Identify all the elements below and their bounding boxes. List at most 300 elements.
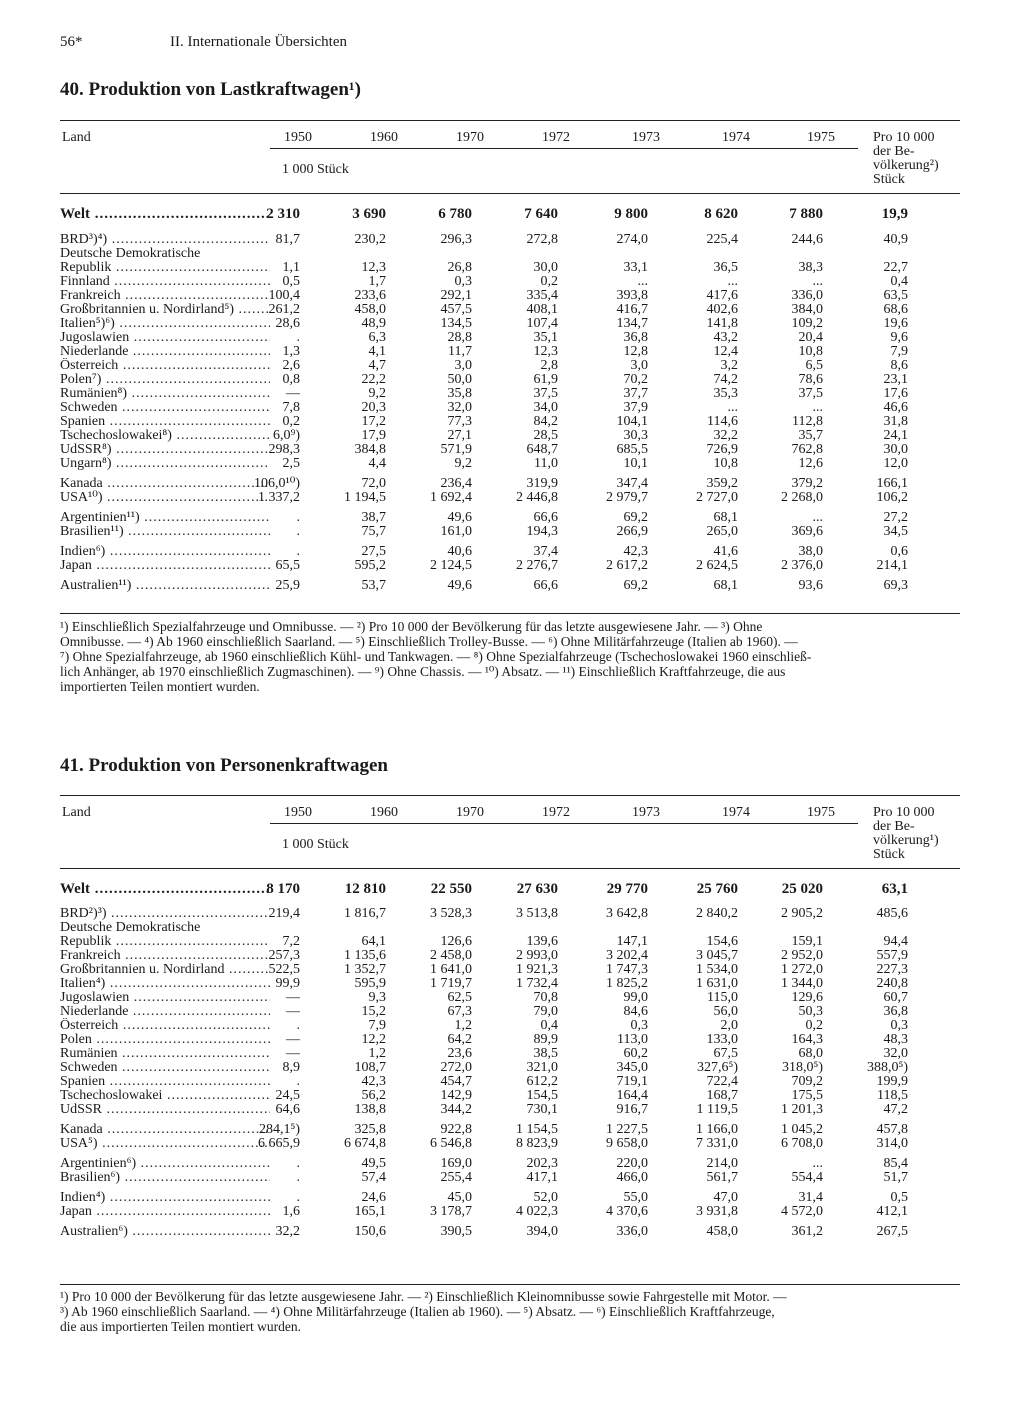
cell-value: 17,2 (361, 414, 386, 429)
cell-value: 1,1 (282, 260, 300, 275)
table-row (60, 358, 960, 373)
cell-value: 19,9 (881, 206, 908, 222)
cell-value: 485,6 (876, 906, 908, 921)
row-label: Kanada ..... (60, 476, 270, 491)
cell-value: 118,5 (877, 1088, 908, 1103)
cell-value: 22,7 (883, 260, 908, 275)
cell-value: 1 119,5 (696, 1102, 738, 1117)
cell-value: 2 124,5 (430, 558, 472, 573)
cell-value: 168,7 (706, 1088, 738, 1103)
cell-value: 32,0 (447, 400, 472, 415)
cell-value: 648,7 (526, 442, 558, 457)
cell-value: 2,6 (282, 358, 300, 373)
cell-value: ... (812, 274, 823, 289)
cell-value: 32,2 (275, 1224, 300, 1239)
cell-value: 3,0 (454, 358, 472, 373)
table41-unit: 1 000 Stück (282, 837, 349, 852)
cell-value: 115,0 (707, 990, 738, 1005)
cell-value: 266,9 (616, 524, 648, 539)
row-label: BRD³)⁴) ..... (60, 232, 270, 247)
cell-value: 12 810 (344, 881, 386, 897)
cell-value: 28,5 (533, 428, 558, 443)
section-title: II. Internationale Übersichten (170, 34, 348, 50)
table-row (60, 288, 960, 303)
cell-value: 32,2 (713, 428, 738, 443)
cell-value: 709,2 (791, 1074, 823, 1089)
cell-value: 41,6 (713, 544, 738, 559)
cell-value: — (286, 1032, 300, 1047)
cell-value: 379,2 (791, 476, 823, 491)
cell-value: 64,2 (447, 1032, 472, 1047)
table-row (60, 962, 960, 977)
table41-col-year: 1960 (370, 805, 398, 820)
row-label: Argentinien¹¹) ..... (60, 510, 270, 525)
cell-value: 126,6 (440, 934, 472, 949)
row-label: Spanien ..... (60, 1074, 270, 1089)
cell-value: 25 760 (696, 881, 738, 897)
cell-value: 219,4 (268, 906, 300, 921)
row-label: BRD²)³) ..... (60, 906, 270, 921)
cell-value: 133,0 (706, 1032, 738, 1047)
cell-value: 336,0 (791, 288, 823, 303)
cell-value: 2 276,7 (516, 558, 558, 573)
table-row (60, 1156, 960, 1171)
row-label: Japan ..... (60, 1204, 270, 1219)
cell-value: 67,5 (713, 1046, 738, 1061)
row-label: Schweden ..... (60, 400, 270, 415)
table40-col-year: 1975 (807, 130, 835, 145)
cell-value: 244,6 (791, 232, 823, 247)
table41-col-year: 1974 (722, 805, 750, 820)
cell-value: 1,6 (282, 1204, 300, 1219)
cell-value: 27,5 (361, 544, 386, 559)
table41-col-year: 1950 (284, 805, 312, 820)
footnote-line: ¹) Pro 10 000 der Bevölkerung für das letzte ausgewiesene Jahr. — ²) Einschließlich Kleinomnibusse sowie Fahrgestelle mit Motor. — (60, 1289, 787, 1304)
cell-value: 7 331,0 (696, 1136, 738, 1151)
cell-value: 7,9 (368, 1018, 386, 1033)
cell-value: 51,7 (883, 1170, 908, 1185)
cell-value: 78,6 (798, 372, 823, 387)
table-row (60, 1046, 960, 1061)
cell-value: 84,2 (533, 414, 558, 429)
row-label: Republik ..... (60, 934, 270, 949)
cell-value: 89,9 (533, 1032, 558, 1047)
table40-col-year: 1950 (284, 130, 312, 145)
table-row (60, 1004, 960, 1019)
cell-value: 2,5 (282, 456, 300, 471)
table40-title: 40. Produktion von Lastkraftwagen¹) (60, 79, 361, 100)
cell-value: — (286, 990, 300, 1005)
cell-value: 922,8 (440, 1122, 472, 1137)
cell-value: 726,9 (706, 442, 738, 457)
cell-value: 48,3 (883, 1032, 908, 1047)
cell-value: 1,7 (368, 274, 386, 289)
cell-value: 7 640 (524, 206, 558, 222)
cell-value: 1 194,5 (344, 490, 386, 505)
cell-value: 53,7 (361, 578, 386, 593)
cell-value: 48,9 (361, 316, 386, 331)
cell-value: 2 727,0 (696, 490, 738, 505)
table41-title: 41. Produktion von Personenkraftwagen (60, 755, 388, 776)
cell-value: 10,8 (713, 456, 738, 471)
table-row (60, 1190, 960, 1205)
cell-value: 8 620 (704, 206, 738, 222)
table-row (60, 544, 960, 559)
table-row (60, 1018, 960, 1033)
table40-per-label: Pro 10 000 (873, 130, 935, 145)
table-row (60, 428, 960, 443)
cell-value: 257,3 (268, 948, 300, 963)
footnote-line: lich Anhänger, ab 1970 einschließlich Zugmaschinen). — ⁹) Ohne Chassis. — ¹⁰) Absatz. — ¹¹) Einschließlich Kraftfahrzeuge, die aus (60, 664, 786, 679)
cell-value: 762,8 (791, 442, 823, 457)
cell-value: 1 692,4 (430, 490, 472, 505)
footnote-line: ³) Ab 1960 einschließlich Saarland. — ⁴) Ohne Militärfahrzeuge (Italien ab 1960). — ⁵) Absatz. — ⁶) Einschließlich Kraftfahrzeuge, (60, 1304, 775, 1319)
cell-value: ... (812, 400, 823, 415)
table41-col-year: 1975 (807, 805, 835, 820)
cell-value: 458,0 (706, 1224, 738, 1239)
cell-value: 9 800 (614, 206, 648, 222)
cell-value: 458,0 (354, 302, 386, 317)
cell-value: 1 227,5 (606, 1122, 648, 1137)
cell-value: 113,0 (617, 1032, 648, 1047)
cell-value: 12,2 (361, 1032, 386, 1047)
cell-value: 12,8 (623, 344, 648, 359)
cell-value: 12,3 (533, 344, 558, 359)
cell-value: 3,2 (720, 358, 738, 373)
cell-value: 9,2 (368, 386, 386, 401)
cell-value: 29 770 (606, 881, 648, 897)
table41-col-year: 1973 (632, 805, 660, 820)
cell-value: 175,5 (791, 1088, 823, 1103)
cell-value: 139,6 (526, 934, 558, 949)
cell-value: 159,1 (791, 934, 823, 949)
row-label: Kanada ..... (60, 1122, 270, 1137)
cell-value: 114,6 (707, 414, 738, 429)
cell-value: 274,0 (616, 232, 648, 247)
row-label: USA¹⁰) ..... (60, 490, 270, 505)
table-row (60, 442, 960, 457)
cell-value: 4 370,6 (606, 1204, 648, 1219)
cell-value: 31,4 (798, 1190, 823, 1205)
cell-value: 99,9 (275, 976, 300, 991)
cell-value: 2 952,0 (781, 948, 823, 963)
cell-value: 26,8 (447, 260, 472, 275)
table-row (60, 1224, 960, 1239)
cell-value: 24,6 (361, 1190, 386, 1205)
row-label: Jugoslawien ..... (60, 330, 270, 345)
table41-per-label: Stück (873, 847, 905, 862)
cell-value: 99,0 (623, 990, 648, 1005)
cell-value: 0,3 (890, 1018, 908, 1033)
table40-bottom-rule (60, 613, 960, 614)
cell-value: 134,5 (440, 316, 472, 331)
cell-value: 265,0 (706, 524, 738, 539)
table41-header-rule (60, 868, 960, 869)
row-label: Frankreich ..... (60, 948, 270, 963)
cell-value: 9,2 (454, 456, 472, 471)
row-label: Finnland ..... (60, 274, 270, 289)
cell-value: 1 534,0 (696, 962, 738, 977)
cell-value: 6 665,9 (258, 1136, 300, 1151)
cell-value: 38,5 (533, 1046, 558, 1061)
page-header (60, 34, 347, 51)
row-label: Deutsche Demokratische (60, 920, 201, 935)
footnote-line: ¹) Einschließlich Spezialfahrzeuge und Omnibusse. — ²) Pro 10 000 der Bevölkerung für das letzte ausgewiesene Jahr. — ³) Ohne (60, 619, 763, 634)
cell-value: 595,9 (354, 976, 386, 991)
cell-value: 412,1 (876, 1204, 908, 1219)
cell-value: 12,0 (883, 456, 908, 471)
cell-value: 2 979,7 (606, 490, 648, 505)
cell-value: 154,5 (526, 1088, 558, 1103)
cell-value: 8 823,9 (516, 1136, 558, 1151)
cell-value: 69,3 (883, 578, 908, 593)
cell-value: 0,2 (540, 274, 558, 289)
cell-value: 108,7 (354, 1060, 386, 1075)
cell-value: 1 732,4 (516, 976, 558, 991)
cell-value: 49,5 (361, 1156, 386, 1171)
cell-value: 390,5 (440, 1224, 472, 1239)
cell-value: 335,4 (526, 288, 558, 303)
cell-value: 30,0 (883, 442, 908, 457)
cell-value: 220,0 (616, 1156, 648, 1171)
cell-value: 50,0 (447, 372, 472, 387)
cell-value: 1 045,2 (781, 1122, 823, 1137)
cell-value: 15,2 (361, 1004, 386, 1019)
cell-value: 6 780 (438, 206, 472, 222)
cell-value: 561,7 (706, 1170, 738, 1185)
cell-value: 214,1 (876, 558, 908, 573)
table-row (60, 1032, 960, 1047)
cell-value: 40,9 (883, 232, 908, 247)
table-row (60, 274, 960, 289)
cell-value: 42,3 (361, 1074, 386, 1089)
cell-value: 34,5 (883, 524, 908, 539)
table40-unit: 1 000 Stück (282, 162, 349, 177)
table-row (60, 1170, 960, 1185)
table41-per-label: Pro 10 000 (873, 805, 935, 820)
cell-value: 369,6 (791, 524, 823, 539)
cell-value: 20,3 (361, 400, 386, 415)
cell-value: 8,6 (890, 358, 908, 373)
cell-value: 74,2 (713, 372, 738, 387)
cell-value: 571,9 (440, 442, 472, 457)
cell-value: 38,7 (361, 510, 386, 525)
table-row (60, 934, 960, 949)
table41-per-label: der Be- (873, 819, 915, 834)
cell-value: 112,8 (792, 414, 823, 429)
table40-col-year: 1970 (456, 130, 484, 145)
cell-value: 22 550 (430, 881, 472, 897)
table-row (60, 1088, 960, 1103)
cell-value: 267,5 (876, 1224, 908, 1239)
cell-value: 361,2 (791, 1224, 823, 1239)
cell-value: 214,0 (706, 1156, 738, 1171)
cell-value: 261,2 (268, 302, 300, 317)
table40-col-year: 1972 (542, 130, 570, 145)
cell-value: 64,1 (361, 934, 386, 949)
cell-value: 27 630 (516, 881, 558, 897)
row-label: UdSSR ..... (60, 1102, 270, 1117)
cell-value: 165,1 (354, 1204, 386, 1219)
row-label: Italien⁴) ..... (60, 976, 270, 991)
cell-value: 417,1 (526, 1170, 558, 1185)
cell-value: 457,5 (440, 302, 472, 317)
cell-value: 49,6 (447, 510, 472, 525)
table-row (60, 1060, 960, 1075)
table-row (60, 906, 960, 921)
cell-value: 7,9 (890, 344, 908, 359)
cell-value: 4,4 (368, 456, 386, 471)
cell-value: . (296, 330, 300, 345)
cell-value: 33,1 (623, 260, 648, 275)
table-row (60, 260, 960, 275)
table40-per-label: Stück (873, 172, 905, 187)
table-row (60, 920, 960, 935)
cell-value: 4,7 (368, 358, 386, 373)
cell-value: 298,3 (268, 442, 300, 457)
row-label: Schweden ..... (60, 1060, 270, 1075)
cell-value: 36,8 (623, 330, 648, 345)
cell-value: 314,0 (876, 1136, 908, 1151)
cell-value: 284,1⁵) (258, 1122, 300, 1137)
cell-value: 85,4 (883, 1156, 908, 1171)
cell-value: 12,6 (798, 456, 823, 471)
cell-value: 347,4 (616, 476, 648, 491)
cell-value: 28,8 (447, 330, 472, 345)
table-row (60, 976, 960, 991)
cell-value: 1 921,3 (516, 962, 558, 977)
table-row (60, 400, 960, 415)
cell-value: 2 458,0 (430, 948, 472, 963)
cell-value: 72,0 (361, 476, 386, 491)
cell-value: 2,0 (720, 1018, 738, 1033)
table-row (60, 882, 960, 897)
row-label: Polen ..... (60, 1032, 270, 1047)
cell-value: 2 624,5 (696, 558, 738, 573)
table-row (60, 330, 960, 345)
row-label: Niederlande ..... (60, 344, 270, 359)
cell-value: 38,0 (798, 544, 823, 559)
cell-value: 325,8 (354, 1122, 386, 1137)
cell-value: 3 202,4 (606, 948, 648, 963)
cell-value: 19,6 (883, 316, 908, 331)
table41-col-year: 1970 (456, 805, 484, 820)
cell-value: 3 513,8 (516, 906, 558, 921)
cell-value: . (296, 1190, 300, 1205)
cell-value: 272,0 (440, 1060, 472, 1075)
cell-value: 17,9 (361, 428, 386, 443)
cell-value: . (296, 510, 300, 525)
cell-value: 0,2 (805, 1018, 823, 1033)
table41-bottom-rule (60, 1284, 960, 1285)
cell-value: . (296, 1156, 300, 1171)
cell-value: 6,0⁹) (272, 428, 300, 443)
table-row (60, 386, 960, 401)
cell-value: 2 617,2 (606, 558, 648, 573)
row-label: Brasilien¹¹) ..... (60, 524, 270, 539)
cell-value: 12,3 (361, 260, 386, 275)
cell-value: 67,3 (447, 1004, 472, 1019)
cell-value: 65,5 (275, 558, 300, 573)
cell-value: 2,8 (540, 358, 558, 373)
row-label: UdSSR⁸) ..... (60, 442, 270, 457)
row-label: Republik ..... (60, 260, 270, 275)
cell-value: 344,2 (440, 1102, 472, 1117)
page-number: 56* (60, 34, 83, 50)
cell-value: 161,0 (440, 524, 472, 539)
cell-value: 1 272,0 (781, 962, 823, 977)
cell-value: 1 337,2 (258, 490, 300, 505)
cell-value: . (296, 524, 300, 539)
cell-value: ... (727, 400, 738, 415)
cell-value: 164,3 (791, 1032, 823, 1047)
row-label: Japan ..... (60, 558, 270, 573)
cell-value: 138,8 (354, 1102, 386, 1117)
table41-col-year: 1972 (542, 805, 570, 820)
row-label: Österreich ..... (60, 1018, 270, 1033)
row-label: Brasilien⁶) ..... (60, 1170, 270, 1185)
cell-value: 457,8 (876, 1122, 908, 1137)
cell-value: 100,4 (268, 288, 300, 303)
row-label: Spanien ..... (60, 414, 270, 429)
cell-value: 3 690 (352, 206, 386, 222)
cell-value: — (286, 386, 300, 401)
cell-value: 2 840,2 (696, 906, 738, 921)
cell-value: 63,1 (881, 881, 908, 897)
cell-value: . (296, 544, 300, 559)
cell-value: 227,3 (876, 962, 908, 977)
table-row (60, 990, 960, 1005)
cell-value: 595,2 (354, 558, 386, 573)
table-row (60, 1204, 960, 1219)
table40-col-year: 1960 (370, 130, 398, 145)
table40-col-year: 1974 (722, 130, 750, 145)
cell-value: 147,1 (616, 934, 648, 949)
row-label: Österreich ..... (60, 358, 270, 373)
cell-value: 68,1 (713, 510, 738, 525)
cell-value: ... (637, 274, 648, 289)
cell-value: 3 642,8 (606, 906, 648, 921)
cell-value: 84,6 (623, 1004, 648, 1019)
cell-value: 49,6 (447, 578, 472, 593)
cell-value: 236,4 (440, 476, 472, 491)
cell-value: 60,7 (883, 990, 908, 1005)
cell-value: 722,4 (706, 1074, 738, 1089)
table41-col-land: Land (62, 805, 91, 820)
table-row (60, 302, 960, 317)
cell-value: 56,2 (361, 1088, 386, 1103)
cell-value: 1,2 (368, 1046, 386, 1061)
cell-value: 81,7 (275, 232, 300, 247)
cell-value: 94,4 (883, 934, 908, 949)
cell-value: 37,4 (533, 544, 558, 559)
cell-value: 60,2 (623, 1046, 648, 1061)
cell-value: 1 641,0 (430, 962, 472, 977)
cell-value: 1,2 (454, 1018, 472, 1033)
cell-value: 272,8 (526, 232, 558, 247)
cell-value: 685,5 (616, 442, 648, 457)
cell-value: 3 178,7 (430, 1204, 472, 1219)
cell-value: . (296, 1018, 300, 1033)
cell-value: 292,1 (440, 288, 472, 303)
row-label: Großbritannien u. Nordirland ..... (60, 962, 270, 977)
cell-value: 24,1 (883, 428, 908, 443)
cell-value: 522,5 (268, 962, 300, 977)
cell-value: 37,5 (533, 386, 558, 401)
cell-value: 417,6 (706, 288, 738, 303)
cell-value: 35,7 (798, 428, 823, 443)
cell-value: 1 719,7 (430, 976, 472, 991)
